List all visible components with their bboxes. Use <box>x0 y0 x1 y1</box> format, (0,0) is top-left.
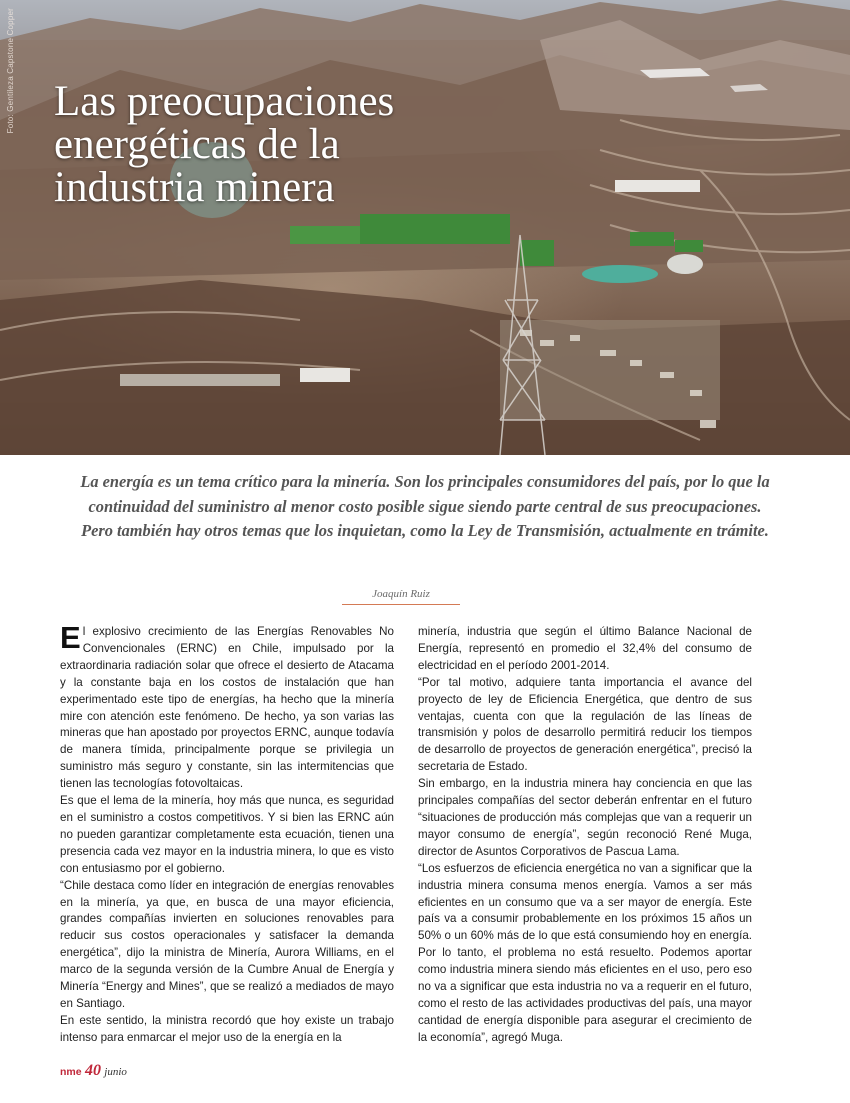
author-byline: Joaquín Ruiz <box>342 588 460 605</box>
body-paragraph: “Por tal motivo, adquiere tanta importancia el avance del proyecto de ley de Eficiencia Energética, que dentro de sus ventajas, cuenta con que la regulación de las líneas de transmisión y polos de desarrollo permitirá reducir los tiempos de desarrollo de proyectos de generación energética”, precisó la secretaria de Estado. <box>418 675 752 774</box>
body-paragraph <box>60 620 394 793</box>
body-paragraph: “Los esfuerzos de eficiencia energética no van a significar que la industria minera consuma menos energía. Vamos a ser más eficientes en un consumo que va a ser mayor de energía. Este país va a consumir probablemente en los próximos 15 años un 50% o un 60% más de lo que está consumiendo hoy en energía. Por lo tanto, el problema no está resuelto. Podemos aportar como industria minera siendo más eficientes en el uso, pero eso no va a significar que esta industria no va a requerir en el futuro, como el resto de las actividades productivas del país, una mayor cantidad de energía disponible para asegurar el crecimiento de la economía”, agregó Muga. <box>418 861 752 1044</box>
title-line: industria minera <box>54 164 335 211</box>
article-title <box>54 80 474 209</box>
body-paragraph: “Chile destaca como líder en integración de energías renovables en la minería, ya que, en busca de una mayor eficiencia, grandes compañías invierten en soluciones renovables para reducir sus costos operacionales y satisfacer la demanda energética”, dijo la ministra de Minería, Aurora Williams, en el marco de la segunda versión de la Cumbre Anual de Energía y Minería “Energy and Mines”, que se realizó a mediados de mayo en Santiago. <box>60 878 394 1010</box>
page-number: 40 <box>84 1062 101 1079</box>
title-line: energéticas de la <box>54 121 340 168</box>
body-paragraph: minería, industria que según el último Balance Nacional de Energía, representó en promedio el 32,4% del consumo de electricidad en el período 2001-2014. <box>418 625 752 672</box>
body-paragraph: Es que el lema de la minería, hoy más que nunca, es seguridad en el suministro a costos competitivos. Y si bien las ERNC aún no pueden garantizar completamente esta ecuación, tienen una presencia cada vez mayor en la industria minera, lo que es visto con entusiasmo por el gobierno. <box>60 794 394 875</box>
photo-credit: Foto: Gentileza Capstone Copper <box>6 8 15 134</box>
body-column-left <box>60 620 394 1047</box>
hero-photo <box>0 0 850 455</box>
body-paragraph: Sin embargo, en la industria minera hay conciencia en que las principales compañías del sector deberán enfrentar en el futuro “situaciones de producción más complejas que van a requerir un mayor consumo de energía”, según reconoció René Muga, director de Asuntos Corporativos de Pascua Lama. <box>418 777 752 858</box>
body-column-right <box>418 624 752 1047</box>
mine-landscape-illustration <box>0 0 850 455</box>
magazine-brand: nme <box>60 1066 82 1078</box>
drop-cap: E <box>60 620 81 655</box>
title-line: Las preocupaciones <box>54 78 395 125</box>
article-lead: La energía es un tema crítico para la minería. Son los principales consumidores del país, por lo que la continuidad del suministro al menor costo posible sigue siendo parte central de sus preocupaciones. Pero también hay otros temas que los inquietan, como la Ley de Transmisión, actualmente en trámite. <box>80 472 770 541</box>
page-footer <box>60 1062 127 1080</box>
issue-month: junio <box>104 1066 127 1078</box>
body-paragraph: En este sentido, la ministra recordó que hoy existe un trabajo intenso para enmarcar el mejor uso de la energía en la <box>60 1013 394 1044</box>
paragraph-text: l explosivo crecimiento de las Energías Renovables No Convencionales (ERNC) en Chile, impulsado por la extraordinaria radiación solar que ofrece el desierto de Atacama y la constante baja en los costos de instalación que han experimentado este tipo de energías, ha hecho que la minería mire con atención este fenómeno. De hecho, ya son varias las mineras que han apostado por proyectos ERNC, aunque todavía de manera tímida, principalmente porque se privilegia un suministro más seguro y constante, sin las intermitencias que tienen las tecnologías fotovoltaicas. <box>60 625 394 791</box>
